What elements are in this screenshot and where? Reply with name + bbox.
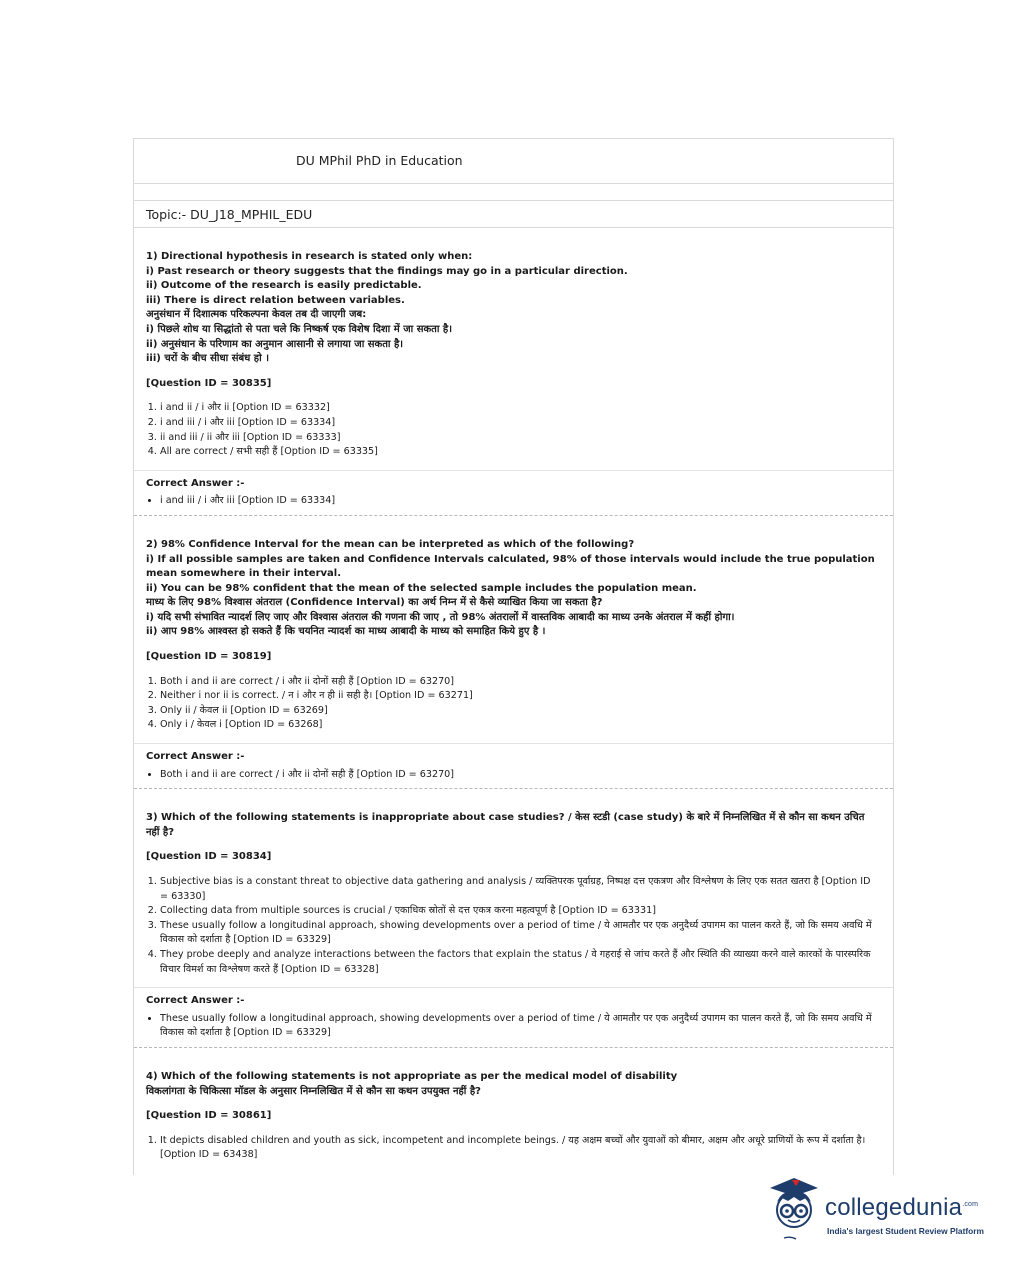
options-list: [146, 1134, 881, 1163]
option-item: 4. All are correct / सभी सही हैं [Option ID = 63335]: [160, 445, 881, 460]
answer-item: • These usually follow a longitudinal approach, showing developments over a period of time / ये आमतौर पर एक अनुदैर्ध्य उपागम का पालन करते हैं, जो कि समय अवधि में विकास को दर्शाता है [Option ID = 63329]: [160, 1012, 881, 1041]
question-stem: 2) 98% Confidence Interval for the mean can be interpreted as which of the following? i) If all possible samples are taken and Confidence Intervals calculated, 98% of those intervals would include the true population mean somewhere in their interval. ii) You can be 98% confident that the mean of the selected sample includes the population mean. माध्य के लिए 98% विश्वास अंतराल (Confidence Interval) का अर्थ निम्न में से कैसे व्याखित किया जा सकता है? i) यदि सभी संभावित न्यादर्श लिए जाए और विश्वास अंतराल की गणना की जाए , तो 98% अंतरालों में वास्तविक आबादी का माध्य उनके अंतराल में कहीं होगा। ii) आप 98% आश्वस्त हो सकते हैं कि चयनित न्यादर्श का माध्य आबादी के माध्य को समाहित किये हुए है ।: [146, 538, 875, 638]
option-item: 1. Both i and ii are correct / i और ii दोनों सही हैं [Option ID = 63270]: [160, 675, 881, 690]
option-item: 3. ii and iii / ii और iii [Option ID = 63333]: [160, 431, 881, 446]
option-item: 2. i and iii / i और iii [Option ID = 63334]: [160, 416, 881, 431]
options-list: [146, 875, 881, 977]
brand-name: collegedunia$^{.com}$: [825, 1194, 979, 1221]
options-list: [146, 675, 881, 733]
topic-box: [134, 201, 893, 228]
answer-block: [134, 743, 893, 788]
collegedunia-logo: [766, 1176, 996, 1246]
question-id: [Question ID = 30835]: [146, 377, 272, 389]
option-item: 1. It depicts disabled children and youth as sick, incompetent and incomplete beings. / यह अक्षम बच्चों और युवाओं को बीमार, अक्षम और अधूरे प्राणियों के रूप में दर्शाता है। [Option ID = 63438]: [160, 1134, 881, 1163]
answer-list: [146, 1012, 881, 1041]
question-paper: [133, 138, 894, 1175]
header-box: [134, 139, 893, 184]
answer-list: [146, 768, 881, 783]
option-item: 4. They probe deeply and analyze interactions between the factors that explain the status / वे गहराई से जांच करते हैं और स्थिति की व्याख्या करने वाले कारकों के पारस्परिक विचार विमर्श का विश्लेषण करते हैं [Option ID = 63328]: [160, 948, 881, 977]
question-id: [Question ID = 30834]: [146, 851, 272, 863]
answer-item: • i and iii / i और iii [Option ID = 63334]: [160, 494, 881, 509]
option-item: 2. Collecting data from multiple sources is crucial / एकाधिक स्रोतों से दत्त एकत्र करना महत्वपूर्ण है [Option ID = 63331]: [160, 904, 881, 919]
question-id: [Question ID = 30861]: [146, 1110, 272, 1122]
option-item: 3. These usually follow a longitudinal approach, showing developments over a period of time / ये आमतौर पर एक अनुदैर्ध्य उपागम का पालन करते हैं, जो कि समय अवधि में विकास को दर्शाता है [Option ID = 63329]: [160, 919, 881, 948]
topic-label: Topic:- DU_J18_MPHIL_EDU: [146, 207, 313, 222]
brand-tagline: India's largest Student Review Platform: [827, 1226, 984, 1236]
answer-label: Correct Answer :-: [146, 477, 245, 489]
answer-label: Correct Answer :-: [146, 751, 245, 763]
option-item: 3. Only ii / केवल ii [Option ID = 63269]: [160, 704, 881, 719]
options-list: [146, 401, 881, 459]
answer-block: [134, 470, 893, 515]
answer-label: Correct Answer :-: [146, 995, 245, 1007]
option-item: 2. Neither i nor ii is correct. / न i और न ही ii सही है। [Option ID = 63271]: [160, 689, 881, 704]
question-stem: 3) Which of the following statements is inappropriate about case studies? / केस स्टडी (case study) के बारे में निम्नलिखित में से कौन सा कथन उचित नहीं है?: [146, 812, 865, 838]
question-stem: 4) Which of the following statements is not appropriate as per the medical model of disability विकलांगता के चिकित्सा मॉडल के अनुसार निम्नलिखित में से कौन सा कथन उपयुक्त नहीं है?: [146, 1070, 678, 1097]
answer-item: • Both i and ii are correct / i और ii दोनों सही हैं [Option ID = 63270]: [160, 768, 881, 783]
question-4: [134, 1048, 893, 1163]
page-title: DU MPhil PhD in Education: [296, 153, 463, 168]
option-item: 1. Subjective bias is a constant threat to objective data gathering and analysis / व्यक्तिपरक पूर्वाग्रह, निष्पक्ष दत्त एकत्रण और विश्लेषण के लिए एक सतत खतरा है [Option ID = 63330]: [160, 875, 881, 904]
option-item: 4. Only i / केवल i [Option ID = 63268]: [160, 718, 881, 733]
option-item: 1. i and ii / i और ii [Option ID = 63332]: [160, 401, 881, 416]
question-3: [134, 789, 893, 1047]
answer-block: [134, 987, 893, 1047]
question-2: [134, 516, 893, 788]
question-1: [134, 228, 893, 515]
question-stem: 1) Directional hypothesis in research is stated only when: i) Past research or theory suggests that the findings may go in a particular direction. ii) Outcome of the research is easily predictable. iii) There is direct relation between variables. अनुसंधान में दिशात्मक परिकल्पना केवल तब दी जाएगी जब: i) पिछले शोध या सिद्धांतो से पता चले कि निष्कर्ष एक विशेष दिशा में जा सकता है। ii) अनुसंधान के परिणाम का अनुमान आसानी से लगाया जा सकता है। iii) चरों के बीच सीधा संबंध हो ।: [146, 251, 628, 365]
question-id: [Question ID = 30819]: [146, 651, 272, 663]
spacer-row: [134, 184, 893, 201]
answer-list: [146, 494, 881, 509]
mascot-icon: [766, 1176, 826, 1246]
